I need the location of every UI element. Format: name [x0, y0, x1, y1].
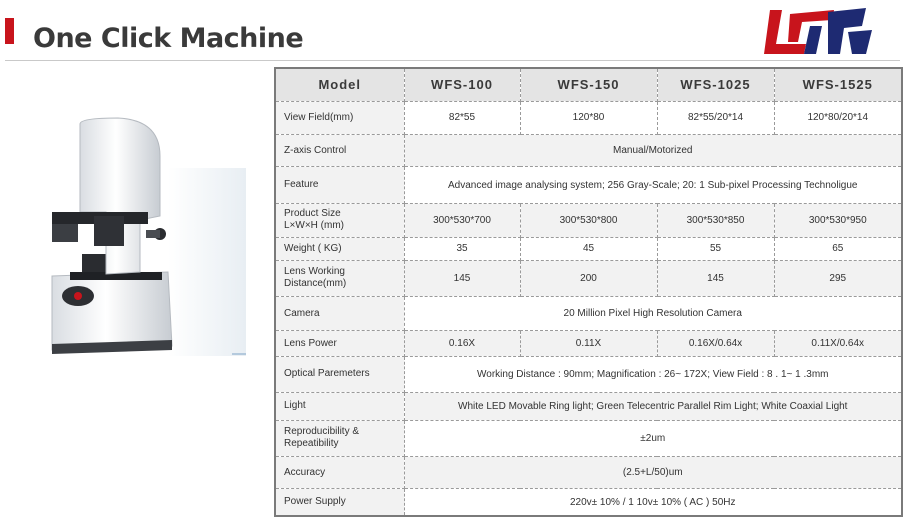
row-label-weight: Weight ( KG) [275, 237, 404, 260]
header-wfs-150: WFS-150 [520, 68, 657, 101]
table-row [275, 457, 902, 489]
company-logo [762, 4, 874, 58]
row-label-view-field: View Field(mm) [275, 101, 404, 134]
cell-value: 220v± 10% / 1 10v± 10% ( AC ) 50Hz [404, 489, 902, 516]
cell-value: 120*80 [520, 101, 657, 134]
cell-value: 35 [404, 237, 520, 260]
cell-value: 300*530*800 [520, 204, 657, 237]
table-row [275, 204, 902, 237]
title-accent-bar [5, 18, 14, 44]
header-wfs-100: WFS-100 [404, 68, 520, 101]
cell-value: Manual/Motorized [404, 134, 902, 166]
table-row [275, 296, 902, 330]
cell-value: 200 [520, 260, 657, 296]
cell-value: Advanced image analysing system; 256 Gray-Scale; 20: 1 Sub-pixel Processing Technoligue [404, 167, 902, 204]
header-model: Model [275, 68, 404, 101]
table-row [275, 260, 902, 296]
table-row [275, 489, 902, 516]
cell-value: 0.16X [404, 331, 520, 357]
row-label-reproducibility [275, 420, 404, 456]
table-row [275, 420, 902, 456]
row-label-optical-parameters: Optical Paremeters [275, 357, 404, 392]
label-line: Distance(mm) [284, 278, 347, 290]
cell-value: 295 [774, 260, 902, 296]
cell-value: 120*80/20*14 [774, 101, 902, 134]
cell-value: 82*55/20*14 [657, 101, 774, 134]
cell-value: 0.11X/0.64x [774, 331, 902, 357]
cell-value: 145 [404, 260, 520, 296]
row-label-lens-working-distance [275, 260, 404, 296]
header-wfs-1525: WFS-1525 [774, 68, 902, 101]
logo-blue-tail [848, 30, 872, 54]
row-label-camera: Camera [275, 296, 404, 330]
table-row [275, 167, 902, 204]
cell-value: 20 Million Pixel High Resolution Camera [404, 296, 902, 330]
page-title: One Click Machine [33, 23, 304, 54]
cell-value: 300*530*950 [774, 204, 902, 237]
label-line: Lens Working [284, 266, 345, 278]
table-row [275, 134, 902, 166]
table-header-row [275, 68, 902, 101]
cell-value: 0.11X [520, 331, 657, 357]
row-label-z-axis: Z-axis Control [275, 134, 404, 166]
title-divider [5, 60, 900, 61]
table-row [275, 101, 902, 134]
cell-value: (2.5+L/50)um [404, 457, 902, 489]
row-label-product-size [275, 204, 404, 237]
label-line: L×W×H (mm) [284, 220, 344, 232]
cell-value: Working Distance : 90mm; Magnification : 26~ 172X; View Field : 8 . 1~ 1 .3mm [404, 357, 902, 392]
row-label-lens-power: Lens Power [275, 331, 404, 357]
table-row [275, 357, 902, 392]
row-label-accuracy: Accuracy [275, 457, 404, 489]
row-label-power-supply: Power Supply [275, 489, 404, 516]
cell-value: 45 [520, 237, 657, 260]
cell-value: 145 [657, 260, 774, 296]
cell-value: 300*530*850 [657, 204, 774, 237]
cell-value: 0.16X/0.64x [657, 331, 774, 357]
logo-blue-left [804, 26, 822, 54]
table-row [275, 331, 902, 357]
label-line: Reproducibility & [284, 426, 360, 438]
cell-value: 82*55 [404, 101, 520, 134]
label-line: Product Size [284, 208, 341, 220]
machine-product-image [0, 116, 246, 360]
cell-value: White LED Movable Ring light; Green Telecentric Parallel Rim Light; White Coaxial Light [404, 392, 902, 420]
cell-value: 55 [657, 237, 774, 260]
cell-value: ±2um [404, 420, 902, 456]
label-line: Repeatibility [284, 438, 339, 450]
spec-table [274, 67, 903, 517]
header-wfs-1025: WFS-1025 [657, 68, 774, 101]
row-label-feature: Feature [275, 167, 404, 204]
row-label-light: Light [275, 392, 404, 420]
table-row [275, 237, 902, 260]
cell-value: 65 [774, 237, 902, 260]
cell-value: 300*530*700 [404, 204, 520, 237]
table-row [275, 392, 902, 420]
